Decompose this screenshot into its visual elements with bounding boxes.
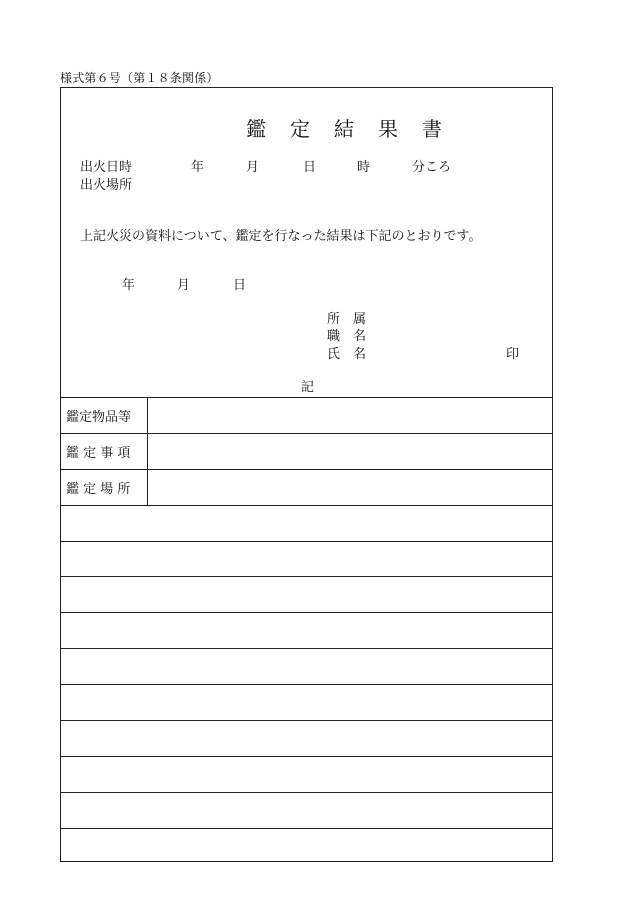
fire-datetime-minute: 分ころ [412, 160, 452, 175]
blank-row-field[interactable] [60, 793, 553, 828]
blank-row-field[interactable] [60, 613, 553, 648]
blank-row-field[interactable] [60, 577, 553, 612]
date-day: 日 [233, 278, 247, 293]
fire-datetime-month: 月 [246, 160, 260, 175]
document-title: 鑑 定 結 果 書 [246, 117, 444, 141]
table-row [60, 433, 553, 469]
appraisal-matters-field[interactable] [148, 434, 553, 469]
fire-location-label: 出火場所 [80, 178, 133, 193]
table-row [60, 541, 553, 577]
form-number-label: 様式第６号（第１８条関係） [60, 71, 219, 85]
fire-datetime-label: 出火日時 [80, 160, 133, 175]
table-row [60, 397, 553, 433]
row-label-appraisal-items: 鑑定物品等 [60, 398, 148, 433]
blank-row-field[interactable] [60, 542, 553, 577]
table-row [60, 612, 553, 648]
blank-row-field[interactable] [60, 506, 553, 541]
statement-text: 上記火災の資料について、鑑定を行なった結果は下記のとおりです。 [80, 229, 482, 244]
table-row [60, 576, 553, 612]
fire-datetime-year: 年 [191, 160, 205, 175]
table-row [60, 756, 553, 792]
blank-row-field[interactable] [60, 721, 553, 756]
row-label-appraisal-location: 鑑 定 場 所 [60, 470, 148, 505]
table-row [60, 469, 553, 505]
date-month: 月 [177, 278, 191, 293]
date-year: 年 [122, 278, 136, 293]
appraisal-items-field[interactable] [148, 398, 553, 433]
fire-datetime-day: 日 [303, 160, 317, 175]
affiliation-label: 所 属 [327, 312, 367, 327]
blank-row-field[interactable] [60, 649, 553, 684]
name-label: 氏 名 [327, 347, 367, 362]
appraisal-location-field[interactable] [148, 470, 553, 505]
blank-row-field[interactable] [60, 685, 553, 720]
blank-row-field[interactable] [60, 757, 553, 792]
ki-heading: 記 [301, 380, 315, 395]
table-row [60, 792, 553, 828]
blank-row-field[interactable] [60, 829, 553, 864]
seal-mark: 印 [506, 347, 520, 362]
table-row [60, 828, 553, 864]
table-row [60, 684, 553, 720]
table-row [60, 505, 553, 541]
table-row [60, 720, 553, 756]
appraisal-table [60, 397, 553, 864]
document-title-wrapper [0, 113, 630, 142]
fire-datetime-hour: 時 [357, 160, 371, 175]
table-row [60, 648, 553, 684]
position-label: 職 名 [327, 329, 367, 344]
row-label-appraisal-matters: 鑑 定 事 項 [60, 434, 148, 469]
